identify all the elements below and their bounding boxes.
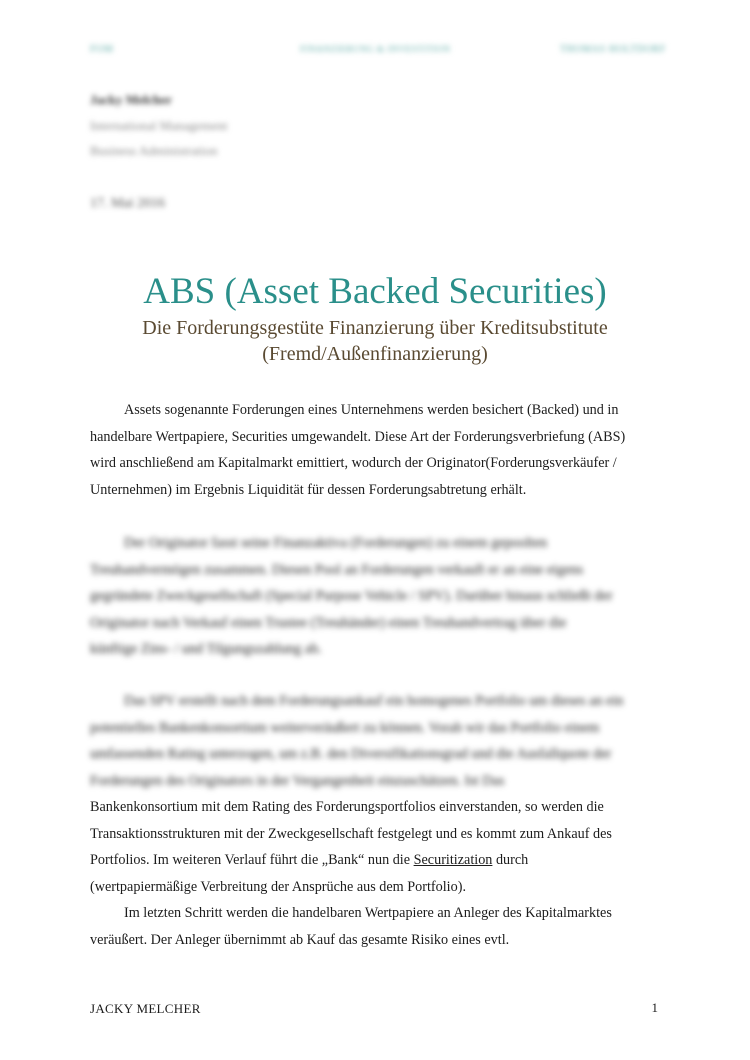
paragraph-text: Portfolios. Im weiteren Verlauf führt die „Bank“ nun die: [90, 852, 414, 868]
document-title: ABS (Asset Backed Securities): [143, 271, 607, 312]
header-left: FOM: [90, 44, 114, 55]
paragraph-line: Assets sogenannte Forderungen eines Unternehmens werden besichert (Backed) und in: [124, 402, 619, 418]
header-right: THOMAS HOLTDORF: [559, 44, 666, 55]
paragraph-line: Originator nach Verkauf einen Trustee (Treuhänder) einen Treuhandvertrag über die: [90, 614, 567, 631]
paragraph-line: Der Originator fasst seine Finanzaktiva (Forderungen) zu einem gepoolten: [124, 535, 548, 551]
paragraph-1: [90, 397, 658, 503]
paragraph-line: potentielles Bankenkonsortium weiterveräußert zu können. Vorab wir das Portfolio einem: [90, 719, 600, 736]
author-program: International Management: [90, 118, 228, 133]
paragraph-line: Das SPV erstellt nach dem Forderungsankauf ein homogenes Portfolio um dieses an ein: [124, 693, 624, 709]
paragraph-line: Transaktionsstrukturen mit der Zweckgesellschaft festgelegt und es kommt zum Ankauf des: [90, 825, 612, 842]
securitization-link[interactable]: Securitization: [413, 852, 493, 868]
paragraph-3-clear: [90, 794, 658, 900]
paragraph-line: Treuhandvermögen zusammen. Diesen Pool an Forderungen verkauft er an eine eigens: [90, 561, 584, 578]
paragraph-line: Forderungen des Originators in der Vergangenheit einzuschätzen. Ist Das: [90, 772, 505, 789]
header-center: FINANZIERUNG & INVESTITION: [300, 44, 451, 54]
paragraph-line: handelbare Wertpapiere, Securities umgewandelt. Diese Art der Forderungsverbriefung (ABS): [90, 428, 626, 445]
paragraph-line: umfassenden Rating unterzogen, um z.B. den Diversifikationsgrad und die Ausfallquote der: [90, 746, 612, 762]
paragraph-line: veräußert. Der Anleger übernimmt ab Kauf das gesamte Risiko eines evtl.: [90, 931, 510, 948]
paragraph-4: [90, 900, 658, 953]
page-number: 1: [651, 1000, 658, 1015]
footer-author: JACKY MELCHER: [90, 1001, 201, 1016]
paragraph-line: künftige Zins- / und Tilgungszahlung ab.: [90, 641, 322, 657]
author-degree: Business Administration: [90, 143, 218, 158]
document-subtitle-line1: Die Forderungsgestüte Finanzierung über Kreditsubstitute: [142, 317, 608, 339]
paragraph-line: Unternehmen) im Ergebnis Liquidität für dessen Forderungsabtretung erhält.: [90, 481, 527, 498]
paragraph-3-blurred: [90, 688, 658, 794]
document-date: 17. Mai 2016: [90, 196, 166, 211]
paragraph-line: Im letzten Schritt werden die handelbaren Wertpapiere an Anleger des Kapitalmarktes: [124, 905, 612, 921]
document-subtitle-line2: (Fremd/Außenfinanzierung): [262, 343, 488, 365]
paragraph-line: Bankenkonsortium mit dem Rating des Forderungsportfolios einverstanden, so werden die: [90, 799, 604, 815]
paragraph-line: [90, 847, 658, 874]
paragraph-2-blurred: [90, 530, 658, 663]
author-name: Jacky Melcher: [90, 92, 172, 107]
paragraph-line: wird anschließend am Kapitalmarkt emittiert, wodurch der Originator(Forderungsverkäufer /: [90, 455, 617, 471]
paragraph-line: (wertpapiermäßige Verbreitung der Ansprüche aus dem Portfolio).: [90, 878, 466, 895]
paragraph-text: durch: [492, 852, 529, 868]
paragraph-line: gegründete Zweckgesellschaft (Special Purpose Vehicle / SPV). Darüber hinaus schließt der: [90, 588, 613, 604]
